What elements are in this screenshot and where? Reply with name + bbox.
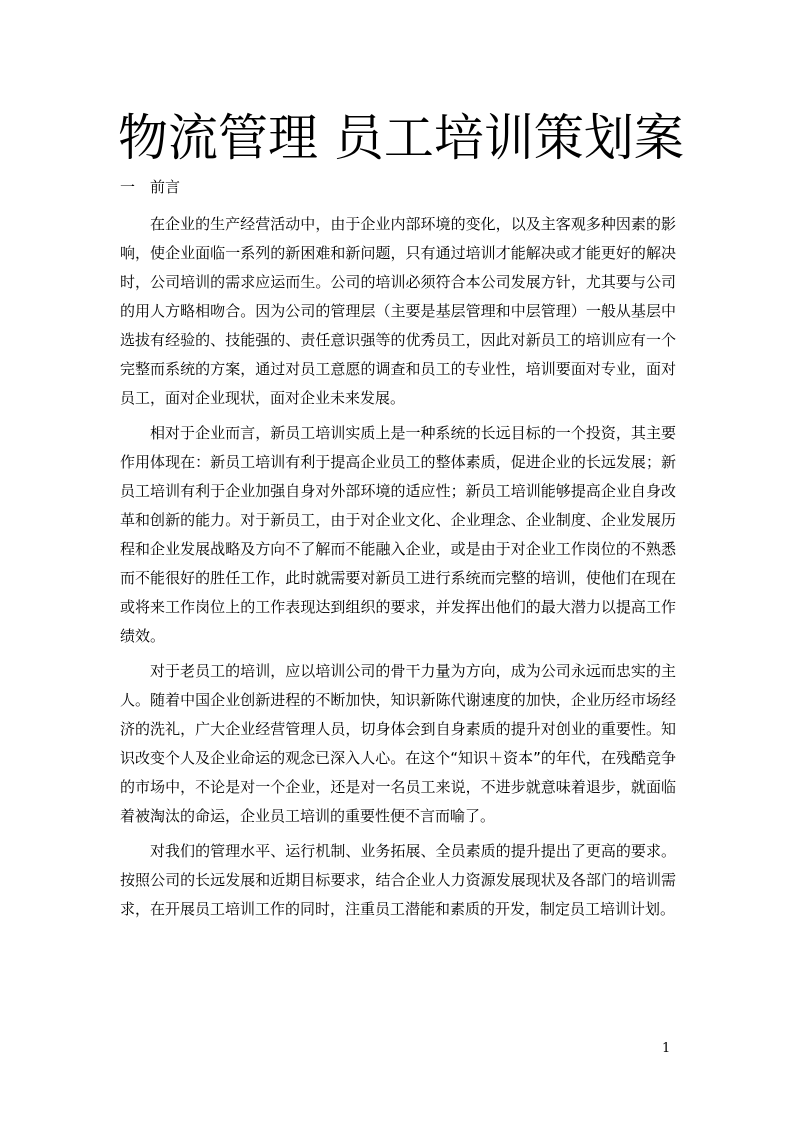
section-number: 一	[120, 178, 136, 196]
paragraph: 相对于企业而言，新员工培训实质上是一种系统的长远目标的一个投资，其主要作用体现在：新员工培训有利于提高企业员工的整体素质，促进企业的长远发展；新员工培训有利于企业加强自身对外部环境的适应性；新员工培训能够提高企业自身改革和创新的能力。对于新员工，由于对企业文化、企业理念、企业制度、企业发展历程和企业发展战略及方向不了解而不能融入企业，或是由于对企业工作岗位的不熟悉而不能很好的胜任工作，此时就需要对新员工进行系统而完整的培训，使他们在现在或将来工作岗位上的工作表现达到组织的要求，并发挥出他们的最大潜力以提高工作绩效。	[120, 424, 676, 645]
section-heading	[120, 174, 180, 200]
page-number: 1	[662, 1041, 671, 1056]
document-title: 物流管理 员工培训策划案	[118, 109, 684, 167]
paragraph: 在企业的生产经营活动中，由于企业内部环境的变化，以及主客观多种因素的影响，使企业面临一系列的新困难和新问题，只有通过培训才能解决或才能更好的解决时，公司培训的需求应运而生。公司的培训必须符合本公司发展方针，尤其要与公司的用人方略相吻合。因为公司的管理层（主要是基层管理和中层管理）一般从基层中选拔有经验的、技能强的、责任意识强等的优秀员工，因此对新员工的培训应有一个完整而系统的方案，通过对员工意愿的调查和员工的专业性，培训要面对专业，面对员工，面对企业现状，面对企业未来发展。	[120, 215, 676, 407]
paragraph: 对我们的管理水平、运行机制、业务拓展、全员素质的提升提出了更高的要求。按照公司的长远发展和近期目标要求，结合企业人力资源发展现状及各部门的培训需求，在开展员工培训工作的同时，注重员工潜能和素质的开发，制定员工培训计划。	[120, 842, 676, 918]
document-body	[120, 210, 676, 930]
section-title: 前言	[150, 178, 181, 196]
paragraph: 对于老员工的培训，应以培训公司的骨干力量为方向，成为公司永远而忠实的主人。随着中国企业创新进程的不断加快，知识新陈代谢速度的加快，企业历经市场经济的洗礼，广大企业经营管理人员，切身体会到自身素质的提升对创业的重要性。知识改变个人及企业命运的观念已深入人心。在这个“知识＋资本”的年代，在残酷竞争的市场中，不论是对一个企业，还是对一名员工来说，不进步就意味着退步，就面临着被淘汰的命运，企业员工培训的重要性便不言而喻了。	[120, 662, 676, 825]
